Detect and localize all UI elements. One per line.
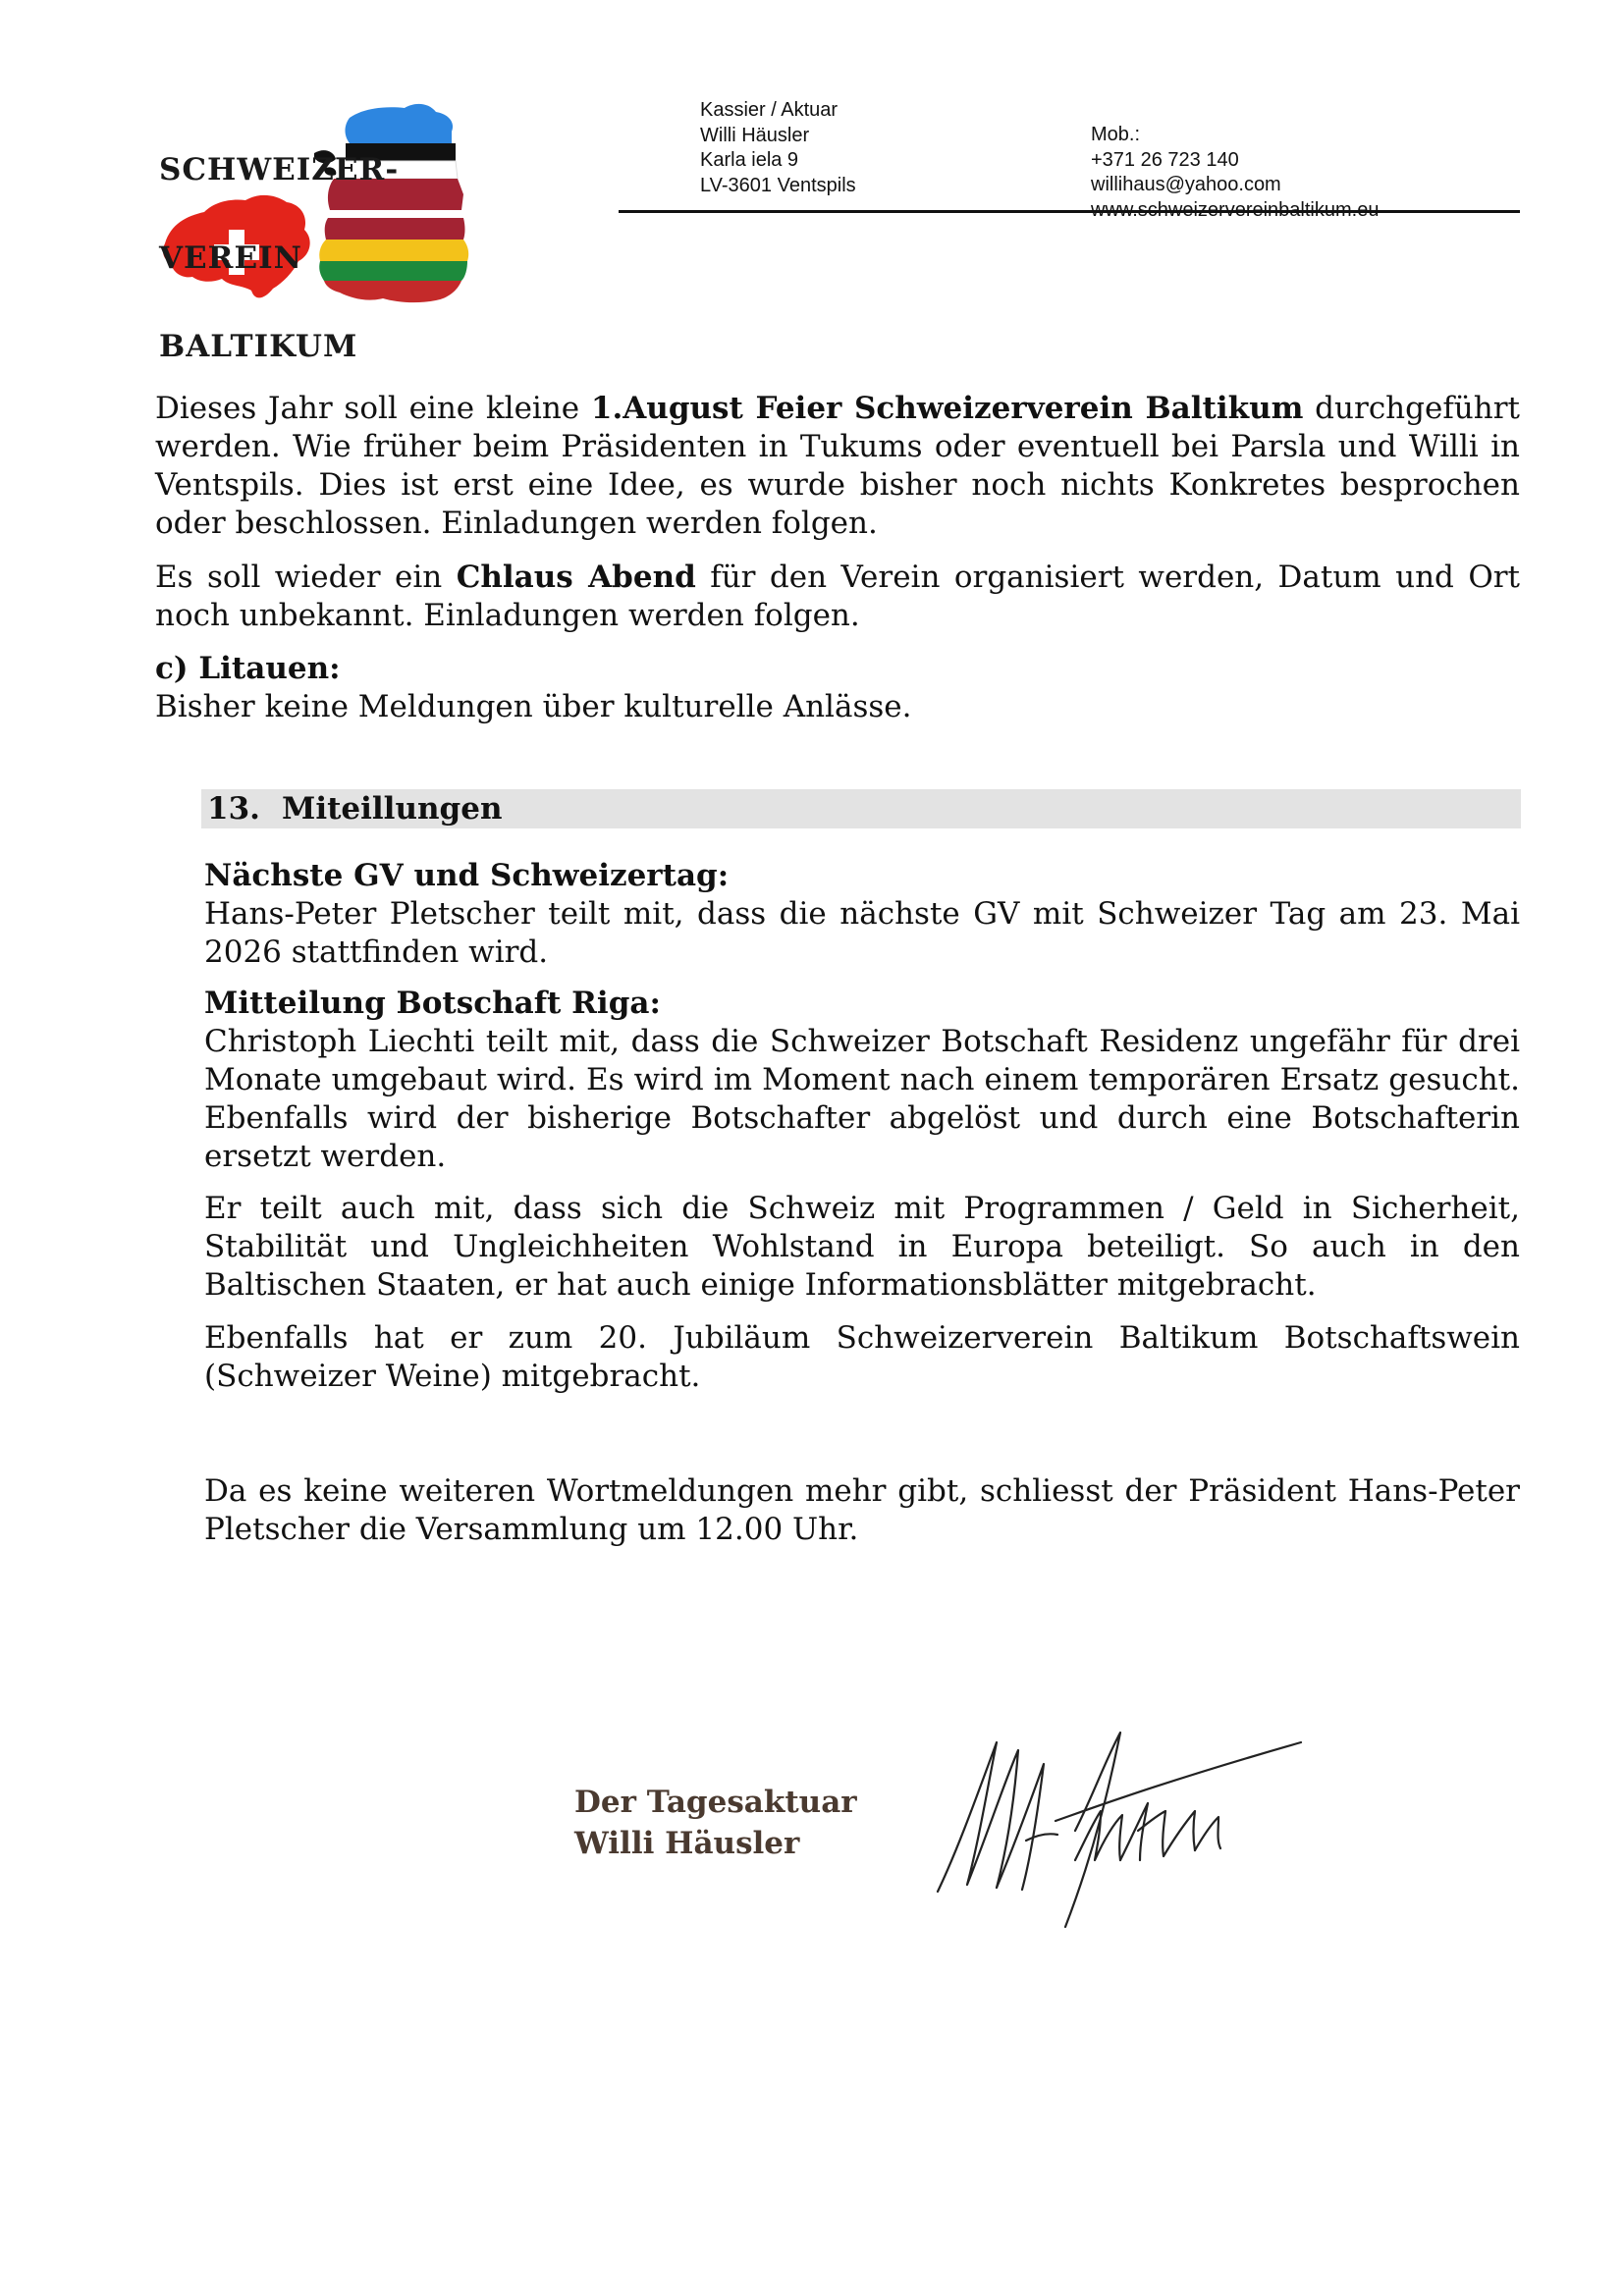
riga-block-2 xyxy=(204,1190,1520,1305)
contact-details xyxy=(1091,123,1379,223)
logo-line-3: BALTIKUM xyxy=(159,329,358,364)
signature-role: Der Tagesaktuar xyxy=(574,1785,857,1820)
signature-block xyxy=(574,1782,857,1864)
logo-line-2: VEREIN xyxy=(159,240,302,276)
contact-address xyxy=(700,98,856,198)
p1-before: Dieses Jahr soll eine kleine xyxy=(155,391,591,426)
contact-mobile xyxy=(1091,123,1379,173)
club-logo xyxy=(157,96,501,364)
closing-paragraph xyxy=(204,1472,1520,1549)
riga-block xyxy=(204,985,1520,1176)
gv-heading: Nächste GV und Schweizertag: xyxy=(204,858,730,893)
p2-after: für den Verein organisiert werden, Datum und Ort noch unbekannt. Einladungen werden folgen. xyxy=(155,560,1521,633)
handwritten-signature-icon xyxy=(928,1713,1311,1939)
p1-after: durchgeführt werden. Wie früher beim Präsidenten in Tukums oder eventuell bei Parsla und Willi in Ventspils. Dies ist erst eine Idee, es wurde bisher noch nichts Konkretes besprochen oder beschlossen. Einladungen werden folgen. xyxy=(155,391,1521,541)
section-number: 13. xyxy=(207,791,260,827)
gv-text: Hans-Peter Pletscher teilt mit, dass die nächste GV mit Schweizer Tag am 23. Mai 2026 stattfinden wird. xyxy=(204,896,1520,970)
riga-text-3: Ebenfalls hat er zum 20. Jubiläum Schweizerverein Baltikum Botschaftswein (Schweizer Weine) mitgebracht. xyxy=(204,1320,1520,1394)
riga-heading: Mitteilung Botschaft Riga: xyxy=(204,986,661,1021)
riga-text: Christoph Liechti teilt mit, dass die Schweizer Botschaft Residenz ungefähr für drei Monate umgebaut wird. Es wird im Moment nach einem temporären Ersatz gesucht. Ebenfalls wird der bisherige Botschafter abgelöst und durch eine Botschafterin ersetzt werden. xyxy=(204,1024,1520,1174)
p1-bold: 1.August Feier Schweizerverein Baltikum xyxy=(590,391,1304,426)
p2-before: Es soll wieder ein xyxy=(155,560,457,595)
p2-bold: Chlaus Abend xyxy=(456,560,696,595)
riga-text-2: Er teilt auch mit, dass sich die Schweiz mit Programmen / Geld in Sicherheit, Stabilität und Ungleichheiten Wohlstand in Europa beteiligt. So auch in den Baltischen Staaten, er hat auch einige Informationsblätter mitgebracht. xyxy=(204,1191,1520,1303)
contact-role: Kassier / Aktuar xyxy=(700,99,839,121)
paragraph-august-feier xyxy=(155,390,1520,543)
litauen-text: Bisher keine Meldungen über kulturelle Anlässe. xyxy=(155,689,912,724)
logo-line-1: SCHWEIZER- xyxy=(159,152,400,187)
header-divider xyxy=(619,210,1520,213)
litauen-block xyxy=(155,650,1520,726)
closing-text: Da es keine weiteren Wortmeldungen mehr gibt, schliesst der Präsident Hans-Peter Pletscher die Versammlung um 12.00 Uhr. xyxy=(204,1473,1520,1547)
section-heading-13 xyxy=(201,789,1521,828)
contact-email[interactable]: willihaus@yahoo.com xyxy=(1091,174,1281,195)
contact-city: LV-3601 Ventspils xyxy=(700,174,856,196)
mobile-label: Mob.: xyxy=(1091,124,1141,145)
section-title: Miteillungen xyxy=(282,791,503,827)
signature-name: Willi Häusler xyxy=(574,1826,800,1861)
riga-block-3 xyxy=(204,1319,1520,1396)
paragraph-chlaus-abend xyxy=(155,559,1520,635)
contact-name: Willi Häusler xyxy=(700,124,810,146)
contact-street: Karla iela 9 xyxy=(700,149,799,171)
litauen-heading: c) Litauen: xyxy=(155,651,341,686)
gv-block xyxy=(204,857,1520,972)
logo-wordmark xyxy=(159,96,399,420)
mobile-number: +371 26 723 140 xyxy=(1091,148,1239,171)
